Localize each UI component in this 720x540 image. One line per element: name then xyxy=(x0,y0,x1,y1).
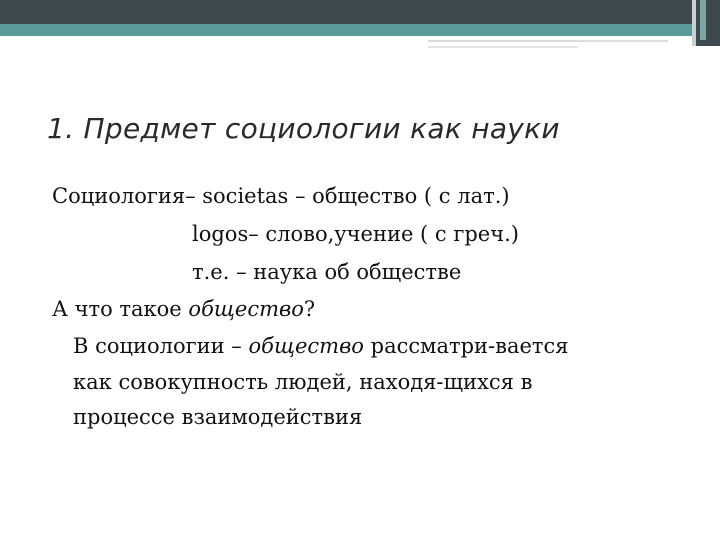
answer-text-end: рассматри-вается xyxy=(363,334,569,358)
answer-text-start: В социологии – xyxy=(73,334,249,358)
slide-title: 1. Предмет социологии как науки xyxy=(47,112,560,145)
question-mark: ? xyxy=(303,297,316,321)
question-text: А что такое xyxy=(52,297,189,321)
corner-tab-accent xyxy=(700,0,706,40)
body-line-definition: Социология– societas – общество ( с лат.) xyxy=(52,184,510,208)
body-line-answer-1 xyxy=(73,334,569,358)
body-line-meaning: т.е. – наука об обществе xyxy=(192,260,462,284)
header-band-teal xyxy=(0,24,720,36)
body-line-answer-3: процессе взаимодействия xyxy=(73,405,363,429)
answer-emphasis: общество xyxy=(248,334,364,358)
header-band-dark xyxy=(0,0,720,24)
corner-tab-decoration xyxy=(692,0,720,46)
header-accent-line-short xyxy=(428,46,578,48)
question-emphasis: общество xyxy=(188,297,304,321)
body-line-question xyxy=(52,297,315,321)
header-accent-line xyxy=(428,40,668,42)
body-line-logos: logos– слово,учение ( с греч.) xyxy=(192,222,519,246)
body-line-answer-2: как совокупность людей, находя-щихся в xyxy=(73,370,533,394)
